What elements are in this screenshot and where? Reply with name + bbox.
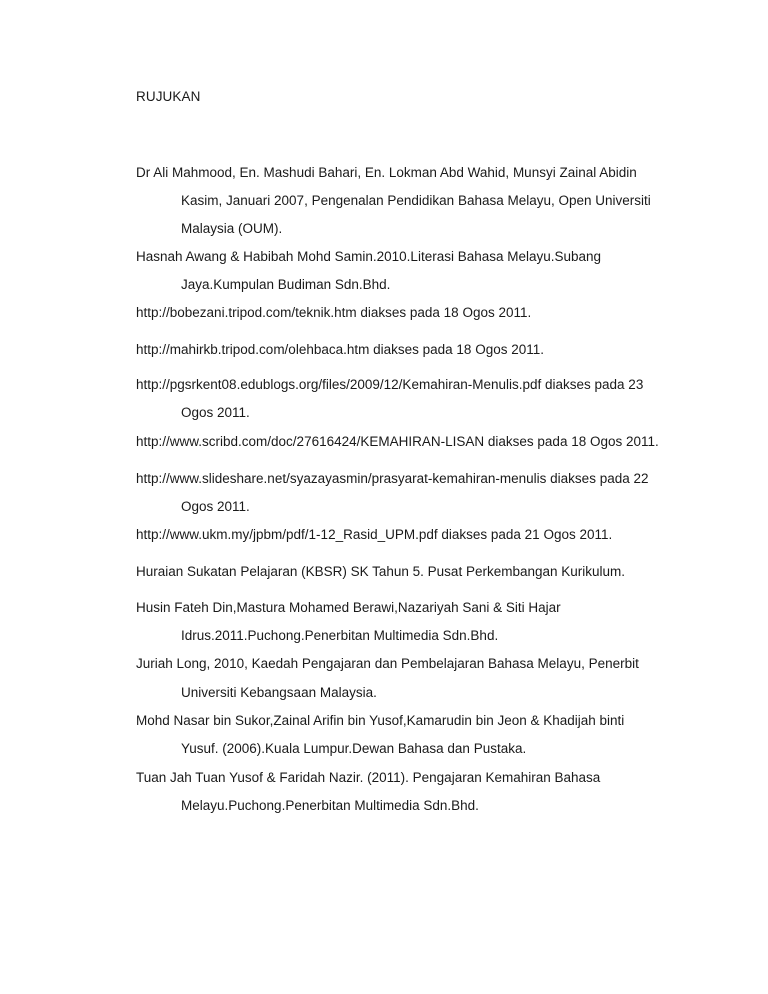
reference-line: http://www.scribd.com/doc/27616424/KEMAHIRAN-LISAN diakses pada 18 Ogos 2011. [136, 434, 659, 449]
reference-line: Melayu.Puchong.Penerbitan Multimedia Sdn.Bhd. [181, 798, 479, 813]
reference-line: Universiti Kebangsaan Malaysia. [181, 685, 377, 700]
reference-line: http://www.ukm.my/jpbm/pdf/1-12_Rasid_UPM.pdf diakses pada 21 Ogos 2011. [136, 527, 613, 542]
reference-line: Idrus.2011.Puchong.Penerbitan Multimedia Sdn.Bhd. [181, 628, 499, 643]
reference-line: Yusuf. (2006).Kuala Lumpur.Dewan Bahasa dan Pustaka. [181, 741, 527, 756]
reference-line: Jaya.Kumpulan Budiman Sdn.Bhd. [181, 277, 391, 292]
reference-line: Mohd Nasar bin Sukor,Zainal Arifin bin Yusof,Kamarudin bin Jeon & Khadijah binti [136, 713, 625, 728]
reference-line: Juriah Long, 2010, Kaedah Pengajaran dan Pembelajaran Bahasa Melayu, Penerbit [136, 656, 639, 671]
reference-line: Huraian Sukatan Pelajaran (KBSR) SK Tahun 5. Pusat Perkembangan Kurikulum. [136, 564, 626, 579]
reference-line: Ogos 2011. [181, 405, 250, 420]
reference-line: http://bobezani.tripod.com/teknik.htm diakses pada 18 Ogos 2011. [136, 305, 532, 320]
reference-line: Malaysia (OUM). [181, 221, 283, 236]
reference-line: http://mahirkb.tripod.com/olehbaca.htm diakses pada 18 Ogos 2011. [136, 342, 544, 357]
reference-line: http://www.slideshare.net/syazayasmin/prasyarat-kemahiran-menulis diakses pada 22 [136, 471, 649, 486]
reference-line: Tuan Jah Tuan Yusof & Faridah Nazir. (2011). Pengajaran Kemahiran Bahasa [136, 770, 601, 785]
reference-line: Husin Fateh Din,Mastura Mohamed Berawi,Nazariyah Sani & Siti Hajar [136, 600, 561, 615]
reference-line: Kasim, Januari 2007, Pengenalan Pendidikan Bahasa Melayu, Open Universiti [181, 193, 651, 208]
reference-line: Ogos 2011. [181, 499, 250, 514]
references-heading: RUJUKAN [136, 89, 201, 104]
reference-line: http://pgsrkent08.edublogs.org/files/2009/12/Kemahiran-Menulis.pdf diakses pada 23 [136, 377, 644, 392]
reference-line: Dr Ali Mahmood, En. Mashudi Bahari, En. Lokman Abd Wahid, Munsyi Zainal Abidin [136, 165, 637, 180]
reference-line: Hasnah Awang & Habibah Mohd Samin.2010.Literasi Bahasa Melayu.Subang [136, 249, 602, 264]
